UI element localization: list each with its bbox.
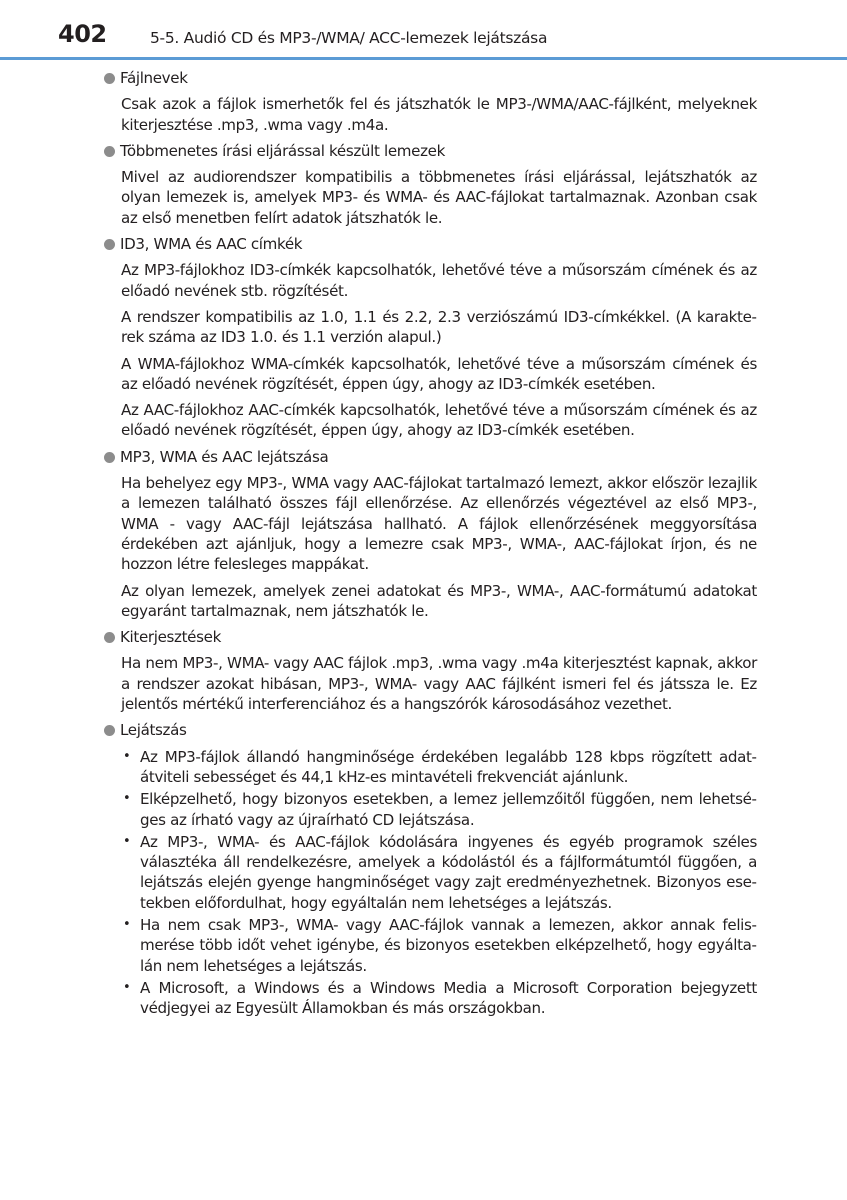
section-heading-text: ID3, WMA és AAC címkék <box>120 235 303 254</box>
list-item-text: A Microsoft, a Windows és a Windows Media a Microsoft Corporation bejegyzett védjegyei az Egyesült Államokban és más országokban. <box>140 978 757 1018</box>
filled-circle-bullet-icon <box>104 725 115 736</box>
filled-circle-bullet-icon <box>104 73 115 84</box>
section-file-names <box>104 68 757 135</box>
small-dot-bullet-icon: • <box>123 748 131 764</box>
section-extensions <box>104 627 757 714</box>
list-item-text: Az MP3-fájlok állandó hangminősége érdekében legalább 128 kbps rögzített adatátviteli sebességet és 44,1 kHz-es mintavételi frekvenciát ajánlunk. <box>140 747 757 786</box>
paragraph: Az AAC-fájlokhoz AAC-címkék kapcsolhatók, lehetővé téve a műsorszám címének és az előadó nevének rögzítését, éppen úgy, ahogy az ID3-címkék esetében. <box>121 401 757 440</box>
list-item-text: Ha nem csak MP3-, WMA- vagy AAC-fájlok vannak a lemezen, akkor annak felismerése több időt vehet igénybe, és bizonyos esetekben elképzelhető, hogy egyáltalán nem lehetséges a lejátszás. <box>140 915 757 975</box>
paragraph: Az olyan lemezek, amelyek zenei adatokat és MP3-, WMA-, AAC-formátumú adatokat egyaránt tartalmaznak, nem játszhatók le. <box>121 581 757 620</box>
section-heading-text: Fájlnevek <box>120 69 188 87</box>
page-header <box>0 0 847 62</box>
small-dot-bullet-icon: • <box>123 791 131 807</box>
paragraph: Csak azok a fájlok ismerhetők fel és játszhatók le MP3-/WMA/AAC-fájlként, melyeknek kiterjesztése .mp3, .wma vagy .m4a. <box>121 95 757 134</box>
paragraph: A WMA-fájlokhoz WMA-címkék kapcsolhatók, lehetővé téve a műsorszám címének és az előadó nevének rögzítését, éppen úgy, ahogy az ID3-címkék esetében. <box>121 354 757 393</box>
section-heading <box>104 141 757 161</box>
list-item <box>121 789 757 830</box>
filled-circle-bullet-icon <box>104 239 115 250</box>
section-playback-mp3 <box>104 447 757 621</box>
header-rule <box>0 57 847 60</box>
paragraph: A rendszer kompatibilis az 1.0, 1.1 és 2.2, 2.3 verziószámú ID3-címkékkel. (A karakterek száma az ID3 1.0. és 1.1 verzión alapul.) <box>121 307 757 347</box>
section-multisession <box>104 141 757 228</box>
paragraph: Ha behelyez egy MP3-, WMA vagy AAC-fájlokat tartalmazó lemezt, akkor először lezajlik a lemezen található összes fájl ellenőrzése. Az ellenőrzés végeztével az első MP3-, WMA - vagy AAC-fájl lejátszása hallható. A fájlok ellenőrzésének meggyorsítása érdekében azt ajánljuk, hogy a lemezre csak MP3-, WMA-, AAC-fájlokat írjon, és ne hozzon létre felesleges mappákat. <box>121 474 757 574</box>
list-item-text: Az MP3-, WMA- és AAC-fájlok kódolására ingyenes és egyéb programok széles választéka áll rendelkezésre, amelyek a kódolástól és a fájlformátumtól függően, a lejátszás elején gyenge hangminőséget vagy zajt eredményezhetnek. Bizonyos esetekben előfordulhat, hogy egyáltalán nem lehetséges a lejátszás. <box>140 832 757 912</box>
page-number: 402 <box>58 20 107 48</box>
bullet-list <box>121 747 757 1019</box>
section-playback <box>104 720 757 1018</box>
section-heading <box>104 447 757 467</box>
section-heading-text: Többmenetes írási eljárással készült lemezek <box>120 141 445 160</box>
filled-circle-bullet-icon <box>104 452 115 463</box>
list-item <box>121 832 757 913</box>
section-heading <box>104 234 757 254</box>
section-heading <box>104 68 757 88</box>
small-dot-bullet-icon: • <box>123 833 131 849</box>
list-item-text: Elképzelhető, hogy bizonyos esetekben, a lemez jellemzőitől függően, nem lehetséges az írható vagy az újraírható CD lejátszása. <box>140 790 757 829</box>
chapter-title: 5-5. Audió CD és MP3-/WMA/ ACC-lemezek lejátszása <box>150 29 548 47</box>
paragraph: Mivel az audiorendszer kompatibilis a többmenetes írási eljárással, lejátszhatók az olyan lemezek is, amelyek MP3- és WMA- és AAC-fájlokat tartalmaznak. Azonban csak az első menetben felírt adatok játszhatók le. <box>121 168 757 227</box>
filled-circle-bullet-icon <box>104 632 115 643</box>
list-item <box>121 978 757 1019</box>
section-heading <box>104 720 757 740</box>
paragraph: Ha nem MP3-, WMA- vagy AAC fájlok .mp3, .wma vagy .m4a kiterjesztést kapnak, akkor a rendszer azokat hibásan, MP3-, WMA- vagy AAC fájlként ismeri fel és játssza le. Ez jelentős mértékű interferenciához és a hangszórók károsodásához vezethet. <box>121 654 757 714</box>
filled-circle-bullet-icon <box>104 146 115 157</box>
paragraph: Az MP3-fájlokhoz ID3-címkék kapcsolhatók, lehetővé téve a műsorszám címének és az előadó nevének stb. rögzítését. <box>121 261 757 300</box>
list-item <box>121 915 757 976</box>
section-heading-text: Kiterjesztések <box>120 628 221 647</box>
section-heading-text: Lejátszás <box>120 721 187 740</box>
page-content <box>104 68 757 1020</box>
section-heading <box>104 627 757 647</box>
small-dot-bullet-icon: • <box>123 916 131 932</box>
section-heading-text: MP3, WMA és AAC lejátszása <box>120 447 329 466</box>
section-tags <box>104 234 757 441</box>
list-item <box>121 747 757 788</box>
small-dot-bullet-icon: • <box>123 979 131 995</box>
